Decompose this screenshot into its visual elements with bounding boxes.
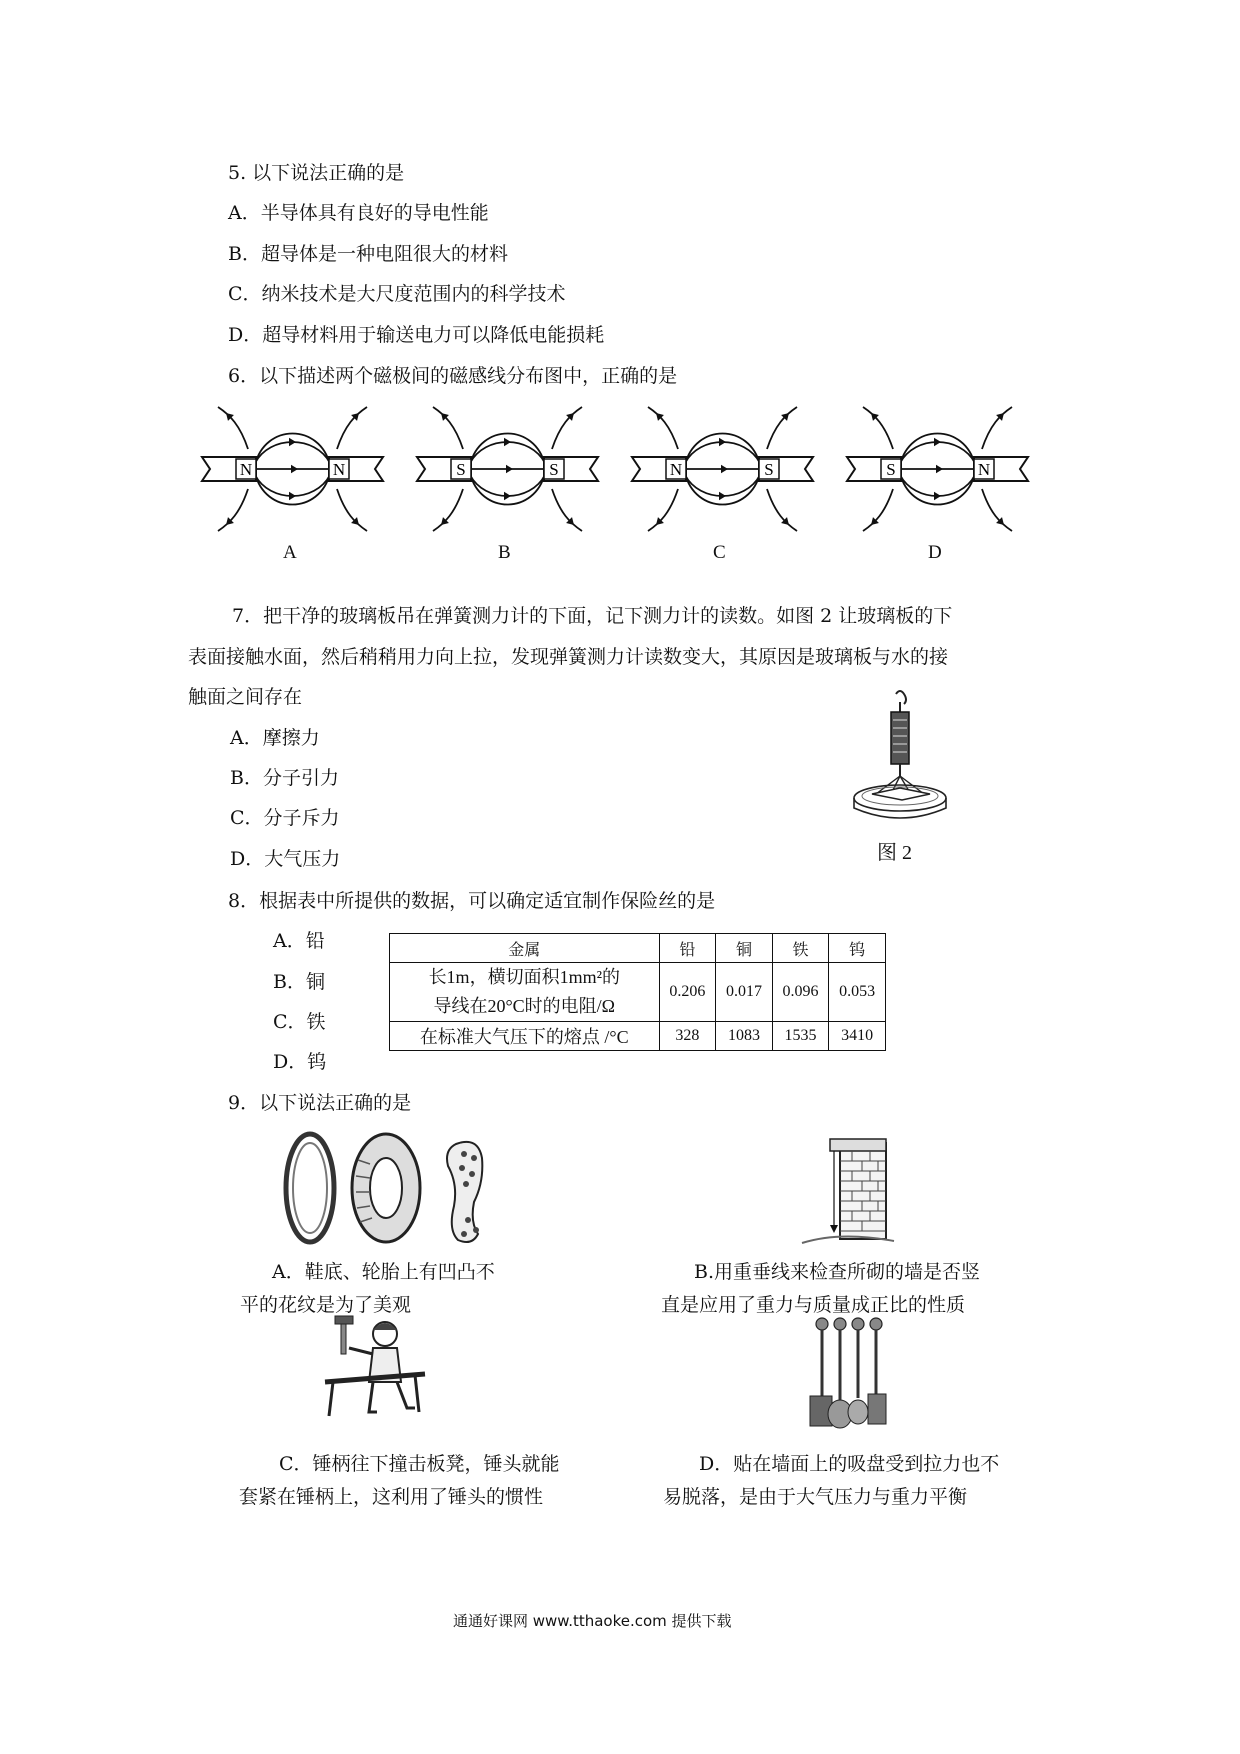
q7-option-a: A．摩擦力 <box>230 727 320 749</box>
q9-option-d-line2: 易脱落，是由于大气压力与重力平衡 <box>663 1486 968 1508</box>
field-line <box>218 489 248 531</box>
q8-option-b: B．铜 <box>273 971 325 993</box>
field-line <box>433 407 463 449</box>
table-row-label: 在标准大气压下的熔点 /°C <box>390 1022 660 1051</box>
field-line <box>337 407 367 449</box>
field-line <box>982 489 1012 531</box>
field-line <box>863 407 893 449</box>
q7-option-b: B．分子引力 <box>230 767 339 789</box>
field-arrow <box>936 465 943 473</box>
field-line <box>552 489 582 531</box>
table-header-cell: 铜 <box>716 934 773 963</box>
diagram-option-label: D <box>928 542 942 563</box>
q7-line2: 表面接触水面，然后稍稍用力向上拉，发现弹簧测力计读数变大，其原因是玻璃板与水的接 <box>188 646 949 668</box>
q8-option-a: A．铅 <box>273 930 325 952</box>
right-pole-letter: N <box>977 460 991 479</box>
left-pole-letter: N <box>669 460 683 479</box>
field-arrow <box>934 438 941 446</box>
q8-option-c: C．铁 <box>273 1011 326 1033</box>
table-row-label <box>390 963 660 1022</box>
table-cell: 328 <box>659 1022 716 1051</box>
field-line <box>767 407 797 449</box>
field-line <box>552 407 582 449</box>
table-header-cell: 金属 <box>390 934 660 963</box>
field-arrow <box>506 465 513 473</box>
diagram-option-label: A <box>283 542 297 563</box>
right-pole-letter: S <box>549 460 559 479</box>
q9-option-c-line1: C．锤柄往下撞击板凳，锤头就能 <box>279 1453 560 1475</box>
diagram-option-label: C <box>713 542 726 563</box>
q9-option-d-line1: D．贴在墙面上的吸盘受到拉力也不 <box>699 1453 1000 1475</box>
field-arrow <box>719 492 726 500</box>
table-cell: 0.053 <box>829 963 886 1022</box>
field-arrow <box>291 465 298 473</box>
spring-scale-figure <box>850 690 960 830</box>
q7-option-c: C．分子斥力 <box>230 807 340 829</box>
left-pole-letter: S <box>456 460 466 479</box>
q9-option-a-line1: A．鞋底、轮胎上有凹凸不 <box>272 1261 495 1283</box>
field-line <box>648 407 678 449</box>
field-arrow <box>934 492 941 500</box>
q5-option-d: D．超导材料用于输送电力可以降低电能损耗 <box>228 324 605 346</box>
q7-line3: 触面之间存在 <box>188 686 303 708</box>
boy-with-hammer-picture <box>315 1312 435 1430</box>
field-line <box>648 489 678 531</box>
q5-option-c: C．纳米技术是大尺度范围内的科学技术 <box>228 283 566 305</box>
q9-option-c-line2: 套紧在锤柄上，这利用了锤头的惯性 <box>239 1486 544 1508</box>
magnet-diagram <box>630 405 815 535</box>
table-cell: 0.206 <box>659 963 716 1022</box>
field-line <box>218 407 248 449</box>
table-header-cell: 钨 <box>829 934 886 963</box>
field-line <box>337 489 367 531</box>
q5-option-a: A．半导体具有良好的导电性能 <box>228 202 489 224</box>
field-line <box>863 489 893 531</box>
q6-stem: 6．以下描述两个磁极间的磁感线分布图中，正确的是 <box>228 365 678 387</box>
table-header-row <box>390 934 886 963</box>
table-cell: 1535 <box>772 1022 829 1051</box>
q8-option-d: D．钨 <box>273 1051 327 1073</box>
q5-stem: 5. 以下说法正确的是 <box>228 162 405 184</box>
q9-option-a-line2: 平的花纹是为了美观 <box>240 1294 412 1316</box>
magnet-diagram <box>845 405 1030 535</box>
table-row <box>390 1022 886 1051</box>
table-cell: 1083 <box>716 1022 773 1051</box>
footer-source: 通通好课网 www.tthaoke.com 提供下载 <box>453 1612 732 1630</box>
q7-line1: 7．把干净的玻璃板吊在弹簧测力计的下面，记下测力计的读数。如图 2 让玻璃板的下 <box>232 605 953 627</box>
resistance-label-line1: 长1m，横切面积1mm²的 <box>428 967 620 987</box>
q9-option-b-line2: 直是应用了重力与质量成正比的性质 <box>661 1294 966 1316</box>
field-arrow <box>289 438 296 446</box>
figure-2-caption: 图 2 <box>877 842 912 864</box>
right-pole-letter: N <box>332 460 346 479</box>
field-arrow <box>719 438 726 446</box>
resistance-label-line2: 导线在20°C时的电阻/Ω <box>433 996 616 1016</box>
right-pole-letter: S <box>764 460 774 479</box>
table-header-cell: 铅 <box>659 934 716 963</box>
field-arrow <box>721 465 728 473</box>
table-cell: 0.096 <box>772 963 829 1022</box>
metal-properties-table <box>389 933 886 1051</box>
left-pole-letter: S <box>886 460 896 479</box>
brick-wall-plumb-line-picture <box>800 1135 896 1245</box>
q5-option-b: B．超导体是一种电阻很大的材料 <box>228 243 508 265</box>
table-cell: 0.017 <box>716 963 773 1022</box>
field-line <box>982 407 1012 449</box>
table-header-cell: 铁 <box>772 934 829 963</box>
field-arrow <box>504 438 511 446</box>
suction-hooks-utensils-picture <box>808 1316 894 1432</box>
field-arrow <box>289 492 296 500</box>
magnet-diagram <box>415 405 600 535</box>
q9-stem: 9．以下说法正确的是 <box>228 1092 412 1114</box>
field-line <box>767 489 797 531</box>
field-arrow <box>504 492 511 500</box>
left-pole-letter: N <box>239 460 253 479</box>
q9-option-b-line1: B.用重垂线来检查所砌的墙是否竖 <box>694 1261 981 1283</box>
q8-stem: 8．根据表中所提供的数据，可以确定适宜制作保险丝的是 <box>228 890 716 912</box>
magnet-diagram <box>200 405 385 535</box>
table-row <box>390 963 886 1022</box>
diagram-option-label: B <box>498 542 511 563</box>
table-cell: 3410 <box>829 1022 886 1051</box>
tyre-and-sole-picture <box>278 1130 508 1248</box>
field-line <box>433 489 463 531</box>
q7-option-d: D．大气压力 <box>230 848 341 870</box>
